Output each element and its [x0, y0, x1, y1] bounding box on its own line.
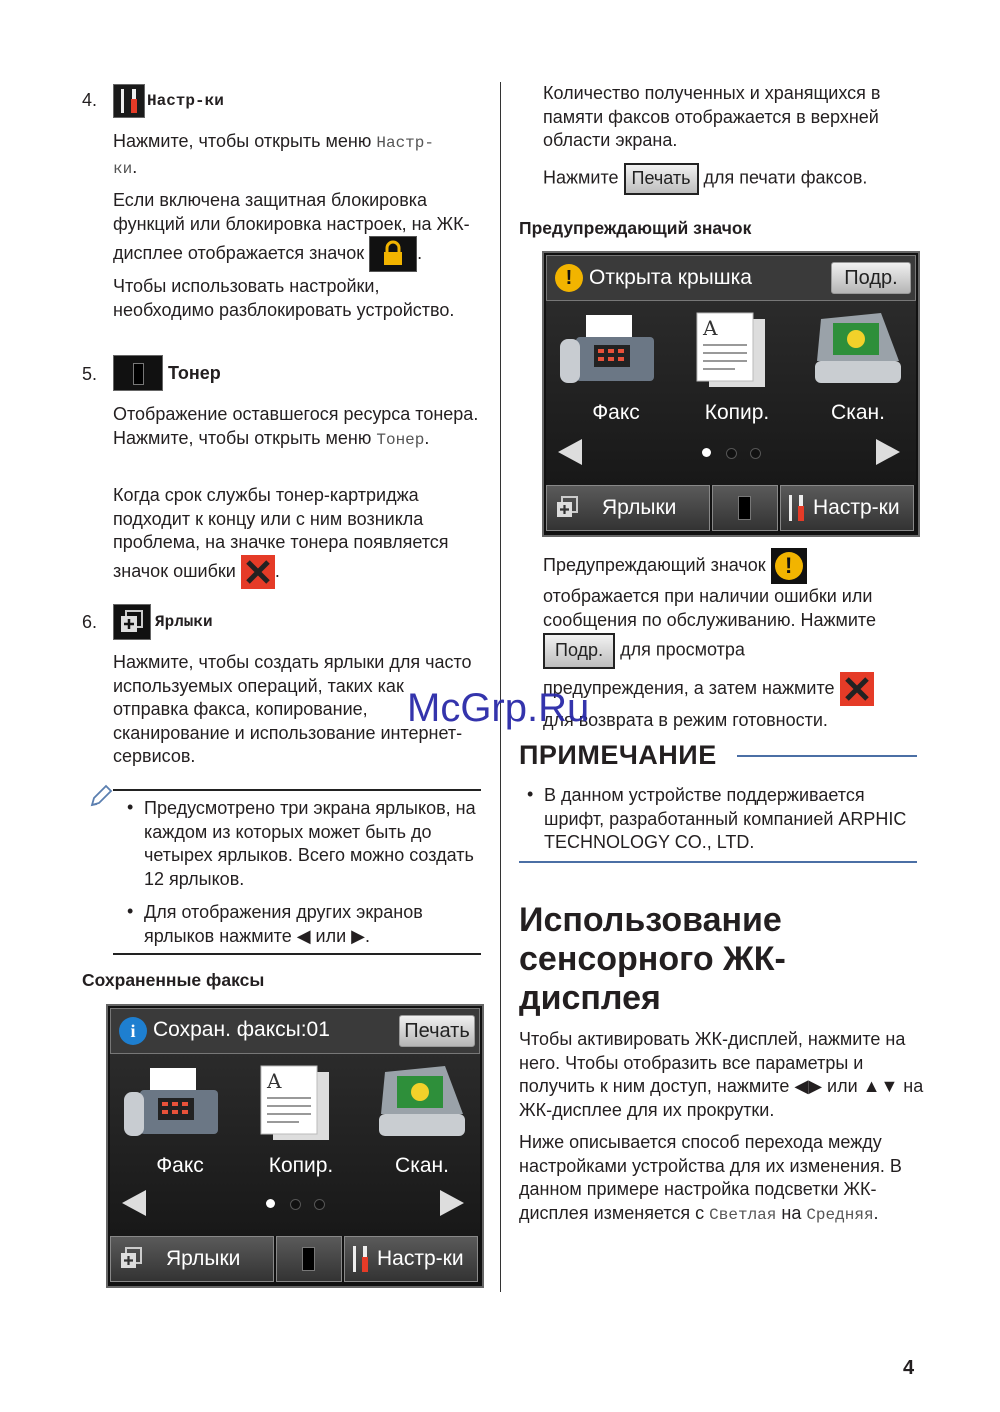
item-number: 6. [82, 612, 98, 632]
scan-icon[interactable] [811, 311, 906, 391]
lcd-label-scan: Скан. [831, 401, 885, 424]
paragraph: Нажмите, чтобы открыть меню Настр- ки. [113, 131, 434, 178]
paragraph: Количество полученных и хранящихся в памяти факсов отображается в верхней области экрана. [543, 83, 881, 150]
note-rule [113, 789, 481, 791]
toner-button[interactable] [276, 1236, 342, 1282]
item-title: Ярлыки [155, 613, 213, 631]
shortcuts-icon [117, 1245, 145, 1273]
arrow-right-icon[interactable] [876, 439, 900, 465]
section-subheading: Сохраненные факсы [82, 970, 265, 990]
section-title: Использование сенсорного ЖК-дисплея [519, 901, 786, 1017]
paragraph: Отображение оставшегося ресурса тонера. Нажмите, чтобы открыть меню Тонер. [113, 404, 479, 449]
paragraph: отображается при наличии ошибки или сообщения по обслуживанию. Нажмите [543, 586, 876, 630]
shortcuts-label: Ярлыки [602, 496, 677, 519]
shortcuts-icon [113, 604, 151, 640]
page-dot [290, 1199, 301, 1210]
settings-button[interactable] [780, 485, 914, 531]
arrow-right-icon[interactable] [440, 1190, 464, 1216]
lcd-label-fax: Факс [156, 1154, 204, 1177]
page-dot [750, 448, 761, 459]
info-icon: i [119, 1017, 147, 1045]
page-dot [726, 448, 737, 459]
bullet: • [527, 784, 534, 804]
lcd-status-bar [110, 1008, 480, 1054]
item-title: Тонер [168, 363, 221, 383]
lcd-screen-warning [542, 251, 920, 537]
toner-icon [113, 355, 163, 391]
paragraph: Подр. для просмотра [543, 633, 923, 669]
error-x-icon [241, 555, 275, 589]
pencil-icon [88, 783, 114, 814]
copy-icon[interactable] [691, 311, 771, 391]
note-rule [519, 861, 917, 863]
svg-text:A: A [703, 316, 718, 340]
note-rule [737, 755, 917, 757]
copy-icon[interactable] [255, 1064, 335, 1144]
lcd-status-text: Открыта крышка [589, 266, 752, 289]
shortcuts-button[interactable] [110, 1236, 274, 1282]
lcd-status-text: Сохран. факсы:01 [153, 1018, 330, 1041]
lock-icon [369, 236, 417, 272]
item-number: 5. [82, 364, 98, 384]
lcd-main-area [110, 1054, 480, 1236]
lcd-status-bar [546, 255, 916, 301]
paragraph: для возврата в режим готовности. [543, 710, 828, 730]
note-item: Для отображения других экранов ярлыков нажмите ◀ или ▶. [144, 902, 423, 946]
note-item: В данном устройстве поддерживается шрифт, разработанный компанией ARPHIC TECHNOLOGY CO., LTD. [544, 785, 907, 852]
warning-icon: ! [771, 548, 807, 584]
print-button-inline: Печать [624, 163, 699, 195]
bullet: • [127, 901, 134, 921]
section-subheading: Предупреждающий значок [519, 218, 752, 238]
bullet: • [127, 797, 134, 817]
paragraph: Чтобы использовать настройки, необходимо разблокировать устройство. [113, 276, 455, 320]
paragraph: Чтобы активировать ЖК-дисплей, нажмите на него. Чтобы отобразить все параметры и получить к ним доступ, нажмите ◀▶ или ▲▼ на ЖК-дисплее для их прокрутки. [519, 1029, 924, 1120]
page-dot [266, 1199, 275, 1208]
fax-icon[interactable] [556, 309, 656, 389]
settings-button[interactable] [344, 1236, 478, 1282]
settings-label: Настр-ки [813, 496, 900, 519]
settings-icon [785, 492, 811, 524]
lcd-label-copy: Копир. [704, 401, 770, 424]
warning-icon: ! [555, 264, 583, 292]
svg-text:A: A [267, 1069, 282, 1093]
note-rule [113, 953, 481, 955]
page-dot [702, 448, 711, 457]
lcd-main-area [546, 301, 916, 485]
details-button-inline: Подр. [543, 633, 615, 669]
paragraph: Нажмите, чтобы создать ярлыки для часто используемых операций, таких как отправка факса, копирование, сканирование и использование интернет-сервисов. [113, 652, 472, 766]
lcd-screen-saved-faxes [106, 1004, 484, 1288]
shortcuts-label: Ярлыки [166, 1247, 241, 1270]
paragraph: предупреждения, а затем нажмите [543, 672, 923, 706]
page-number: 4 [903, 1357, 915, 1379]
item-number: 4. [82, 90, 98, 110]
lcd-label-fax: Факс [592, 401, 640, 424]
note-heading: ПРИМЕЧАНИЕ [519, 740, 717, 770]
paragraph: Ниже описывается способ перехода между настройками устройства для их изменения. В данном примере настройка подсветки ЖК-дисплея изменяется с Светлая на Средняя. [519, 1132, 902, 1224]
settings-icon [349, 1243, 375, 1275]
arrow-left-icon[interactable] [558, 439, 582, 465]
settings-label: Настр-ки [377, 1247, 464, 1270]
toner-icon [302, 1247, 315, 1271]
paragraph: Если включена защитная блокировка функций или блокировка настроек, на ЖК-дисплее отображается значок . [113, 189, 488, 272]
close-x-icon [840, 672, 874, 706]
print-button[interactable]: Печать [399, 1015, 475, 1047]
note-item: Предусмотрено три экрана ярлыков, на каждом из которых может быть до четырех ярлыков. Всего можно создать 12 ярлыков. [144, 798, 476, 889]
arrow-left-icon[interactable] [122, 1190, 146, 1216]
fax-icon[interactable] [120, 1062, 220, 1142]
watermark: McGrp.Ru [407, 686, 590, 730]
toner-icon [738, 496, 751, 520]
paragraph: Нажмите Печать для печати факсов. [543, 163, 923, 195]
details-button[interactable]: Подр. [831, 262, 911, 294]
scan-icon[interactable] [375, 1064, 470, 1144]
lcd-label-copy: Копир. [268, 1154, 334, 1177]
paragraph: Предупреждающий значок ! [543, 548, 923, 584]
toner-button[interactable] [712, 485, 778, 531]
item-title: Настр-ки [147, 92, 224, 110]
page-dot [314, 1199, 325, 1210]
settings-icon [113, 84, 145, 118]
shortcuts-icon [553, 494, 581, 522]
lcd-label-scan: Скан. [395, 1154, 449, 1177]
shortcuts-button[interactable] [546, 485, 710, 531]
paragraph: Когда срок службы тонер-картриджа подходит к концу или с ним возникла проблема, на значке тонера появляется значок ошибки . [113, 484, 483, 589]
